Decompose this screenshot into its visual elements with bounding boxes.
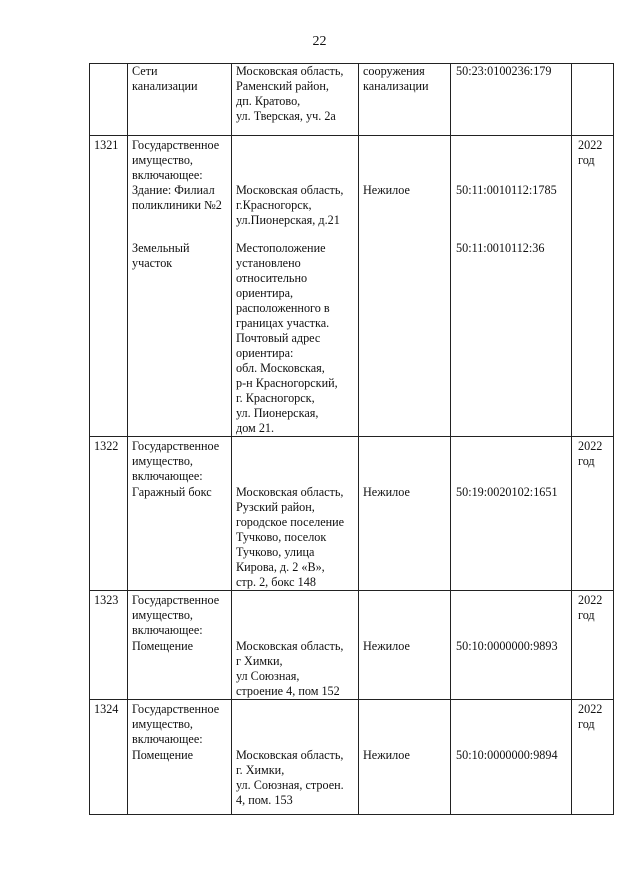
object-name: Сети канализации: [132, 64, 198, 93]
cadastral-number: 50:11:0010112:36: [456, 241, 545, 255]
row-number-cell: [90, 136, 128, 437]
table-row: [90, 64, 614, 136]
table-row: [90, 700, 614, 815]
group-header: Государственное имущество, включающее:: [132, 439, 220, 483]
object-name-cell: [128, 591, 232, 700]
group-header: Государственное имущество, включающее:: [132, 593, 220, 637]
address-cell: [232, 700, 359, 815]
object-purpose: Нежилое: [363, 639, 410, 653]
year: 2022 год: [578, 439, 603, 468]
address-cell: [232, 64, 359, 136]
year-cell: [572, 591, 614, 700]
address-cell: [232, 437, 359, 591]
row-number-cell: [90, 64, 128, 136]
year: 2022 год: [578, 138, 603, 167]
object-address: Московская область, Раменский район, дп. Кратово, ул. Тверская, уч. 2а: [236, 64, 344, 123]
address-cell: [232, 136, 359, 437]
cadastral-number: 50:10:0000000:9893: [456, 639, 558, 653]
table-row: [90, 136, 614, 437]
object-name: Здание: Филиал поликлиники №2: [132, 183, 222, 212]
object-purpose: Нежилое: [363, 748, 410, 762]
object-purpose: Нежилое: [363, 183, 410, 197]
group-header: Государственное имущество, включающее:: [132, 138, 220, 182]
group-header: Государственное имущество, включающее:: [132, 702, 220, 746]
object-address: Московская область, г. Химки, ул. Союзная, строен. 4, пом. 153: [236, 748, 344, 807]
year: 2022 год: [578, 702, 603, 731]
cadastral-cell: [451, 700, 572, 815]
row-number: 1322: [94, 439, 119, 453]
year-cell: [572, 700, 614, 815]
cadastral-number: 50:11:0010112:1785: [456, 183, 557, 197]
year-cell: [572, 136, 614, 437]
row-number: 1323: [94, 593, 119, 607]
year-cell: [572, 437, 614, 591]
table-row: [90, 437, 614, 591]
object-name: Земельный участок: [132, 241, 190, 270]
purpose-cell: [359, 136, 451, 437]
year: 2022 год: [578, 593, 603, 622]
cadastral-number: 50:19:0020102:1651: [456, 485, 558, 499]
object-name-cell: [128, 64, 232, 136]
address-cell: [232, 591, 359, 700]
cadastral-cell: [451, 591, 572, 700]
property-registry-table: [89, 63, 614, 815]
object-address: Московская область, Рузский район, городское поселение Тучково, поселок Тучково, улица Кирова, д. 2 «В», стр. 2, бокс 148: [236, 485, 345, 589]
object-purpose: сооружения канализации: [363, 64, 429, 93]
purpose-cell: [359, 591, 451, 700]
cadastral-cell: [451, 136, 572, 437]
object-address: Местоположение установлено относительно ориентира, расположенного в границах участка. Почтовый адрес ориентира: обл. Московская, р-н Красногорский, г. Красногорск, ул. Пионерская, дом 21.: [236, 241, 338, 435]
row-number-cell: [90, 437, 128, 591]
object-address: Московская область, г.Красногорск, ул.Пионерская, д.21: [236, 183, 344, 227]
object-address: Московская область, г Химки, ул Союзная, строение 4, пом 152: [236, 639, 344, 698]
page-number: 22: [312, 34, 327, 49]
cadastral-number: 50:23:0100236:179: [456, 64, 552, 78]
purpose-cell: [359, 64, 451, 136]
cadastral-number: 50:10:0000000:9894: [456, 748, 558, 762]
table-row: [90, 591, 614, 700]
object-purpose: Нежилое: [363, 485, 410, 499]
purpose-cell: [359, 700, 451, 815]
object-name: Помещение: [132, 639, 194, 653]
object-name: Гаражный бокс: [132, 485, 212, 499]
cadastral-cell: [451, 437, 572, 591]
object-name-cell: [128, 700, 232, 815]
row-number: 1321: [94, 138, 119, 152]
cadastral-cell: [451, 64, 572, 136]
object-name: Помещение: [132, 748, 194, 762]
object-name-cell: [128, 136, 232, 437]
row-number-cell: [90, 591, 128, 700]
object-name-cell: [128, 437, 232, 591]
purpose-cell: [359, 437, 451, 591]
row-number-cell: [90, 700, 128, 815]
year-cell: [572, 64, 614, 136]
row-number: 1324: [94, 702, 119, 716]
